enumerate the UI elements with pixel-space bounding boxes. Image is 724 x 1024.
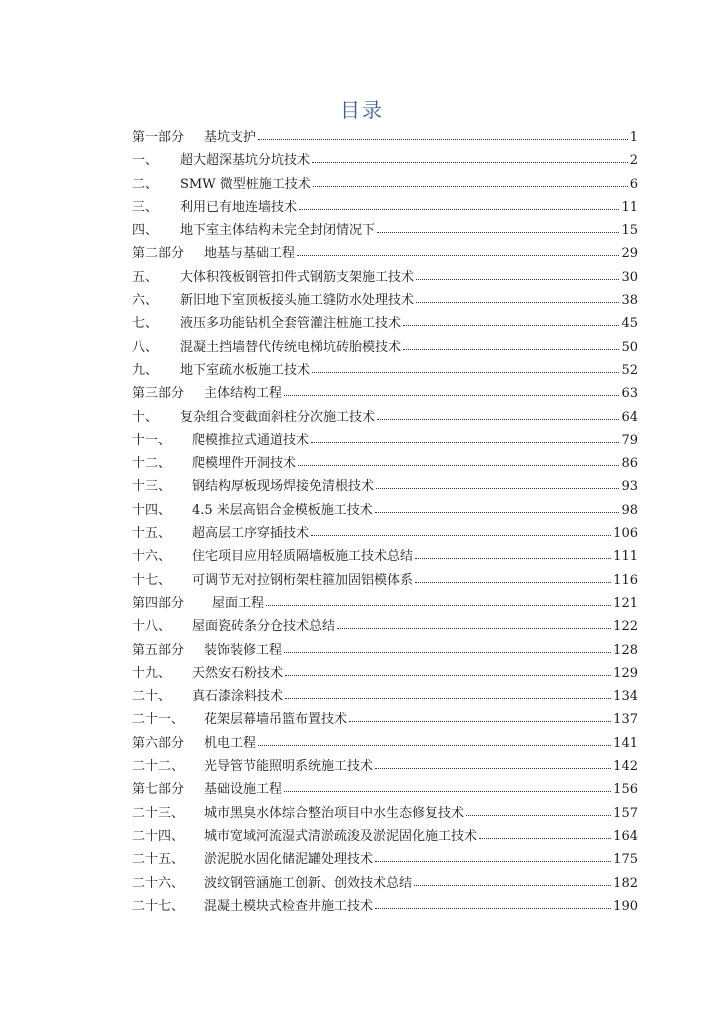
toc-entry-page-number: 2 xyxy=(629,153,638,169)
toc-entry-title: 基础设施工程 xyxy=(204,782,283,798)
toc-dot-leader xyxy=(415,548,611,560)
toc-entry-page-number: 38 xyxy=(621,293,638,309)
toc-entry[interactable] xyxy=(132,685,638,708)
toc-entry-number: 第四部分 xyxy=(132,595,185,611)
toc-entry[interactable] xyxy=(132,615,638,638)
toc-entry-number: 十八、 xyxy=(132,619,172,635)
toc-entry[interactable] xyxy=(132,196,638,219)
toc-dot-leader xyxy=(311,432,619,444)
toc-entry-title: 超大超深基坑分坑技术 xyxy=(180,153,311,169)
toc-entry[interactable] xyxy=(132,359,638,382)
toc-entry-number: 一、 xyxy=(132,153,159,169)
toc-entry-number: 十二、 xyxy=(132,456,172,472)
toc-dot-leader xyxy=(375,851,611,863)
toc-dot-leader xyxy=(375,898,611,910)
toc-entry[interactable] xyxy=(132,732,638,755)
toc-entry[interactable] xyxy=(132,848,638,871)
toc-entry-number: 十九、 xyxy=(132,665,172,681)
toc-entry-number: 七、 xyxy=(132,316,159,332)
toc-entry-page-number: 156 xyxy=(613,782,638,798)
toc-entry-title: 大体积筏板钢管扣件式钢筋支架施工技术 xyxy=(180,269,415,285)
toc-entry-number: 第三部分 xyxy=(132,386,185,402)
toc-entry-number: 二十、 xyxy=(132,689,172,705)
toc-entry-page-number: 45 xyxy=(621,316,638,332)
toc-entry-title: 屋面工程 xyxy=(212,595,265,611)
toc-entry-page-number: 15 xyxy=(621,223,638,239)
toc-entry[interactable] xyxy=(132,778,638,801)
toc-entry-title: 屋面瓷砖条分仓技术总结 xyxy=(192,619,336,635)
toc-entry-page-number: 63 xyxy=(621,386,638,402)
toc-entry-page-number: 98 xyxy=(621,502,638,518)
toc-dot-leader xyxy=(285,665,611,677)
toc-entry-number: 十四、 xyxy=(132,502,172,518)
toc-entry-page-number: 52 xyxy=(621,362,638,378)
toc-entry-title: 爬模推拉式通道技术 xyxy=(192,432,310,448)
toc-entry-number: 九、 xyxy=(132,362,159,378)
toc-entry-title: 城市黑臭水体综合整治项目中水生态修复技术 xyxy=(204,805,465,821)
toc-dot-leader xyxy=(416,269,619,281)
toc-entry[interactable] xyxy=(132,219,638,242)
toc-entry-number: 十五、 xyxy=(132,526,172,542)
toc-entry[interactable] xyxy=(132,639,638,662)
toc-entry-page-number: 134 xyxy=(613,689,638,705)
toc-entry-page-number: 190 xyxy=(613,898,638,914)
toc-entry[interactable] xyxy=(132,802,638,825)
toc-entry-title: 城市宽域河流湿式清淤疏浚及淤泥固化施工技术 xyxy=(204,828,478,844)
toc-entry-title: 超高层工序穿插技术 xyxy=(192,526,310,542)
toc-dot-leader xyxy=(414,875,611,887)
toc-entry-page-number: 50 xyxy=(621,339,638,355)
toc-entry[interactable] xyxy=(132,499,638,522)
toc-entry-number: 四、 xyxy=(132,223,159,239)
toc-entry-number: 二十三、 xyxy=(132,805,185,821)
toc-dot-leader xyxy=(416,292,619,304)
toc-dot-leader xyxy=(313,176,628,188)
toc-dot-leader xyxy=(349,711,611,723)
toc-dot-leader xyxy=(298,455,619,467)
toc-entry-number: 二十六、 xyxy=(132,875,185,891)
toc-entry-title: 可调节无对拉钢桁架柱箍加固铝模体系 xyxy=(192,572,414,588)
toc-entry-number: 二十二、 xyxy=(132,759,185,775)
toc-entry-title: 混凝土模块式检查井施工技术 xyxy=(204,898,374,914)
toc-entry-title: 利用已有地连墙技术 xyxy=(180,199,298,215)
toc-entry[interactable] xyxy=(132,872,638,895)
toc-entry-page-number: 106 xyxy=(613,526,638,542)
toc-entry-page-number: 121 xyxy=(613,595,638,611)
toc-entry-page-number: 93 xyxy=(621,479,638,495)
toc-entry-title: 地基与基础工程 xyxy=(204,246,296,262)
toc-dot-leader xyxy=(375,502,620,514)
toc-dot-leader xyxy=(377,222,619,234)
toc-entry[interactable] xyxy=(132,452,638,475)
toc-entry[interactable] xyxy=(132,662,638,685)
toc-dot-leader xyxy=(311,525,611,537)
toc-entry-page-number: 6 xyxy=(629,176,638,192)
toc-entry-number: 六、 xyxy=(132,293,159,309)
toc-entry[interactable] xyxy=(132,126,638,149)
toc-entry-title: SMW 微型桩施工技术 xyxy=(180,176,311,192)
toc-entry-title: 新旧地下室顶板接头施工缝防水处理技术 xyxy=(180,293,415,309)
toc-entry-page-number: 157 xyxy=(613,805,638,821)
toc-entry-title: 液压多功能钻机全套管灌注桩施工技术 xyxy=(180,316,402,332)
toc-entry[interactable] xyxy=(132,755,638,778)
toc-dot-leader xyxy=(266,595,611,607)
toc-entry-page-number: 128 xyxy=(613,642,638,658)
toc-entry-page-number: 64 xyxy=(621,409,638,425)
toc-dot-leader xyxy=(403,315,619,327)
toc-dot-leader xyxy=(284,781,611,793)
toc-entry[interactable] xyxy=(132,173,638,196)
toc-entry[interactable] xyxy=(132,545,638,568)
toc-entry[interactable] xyxy=(132,242,638,265)
toc-dot-leader xyxy=(479,828,611,840)
toc-entry-number: 十七、 xyxy=(132,572,172,588)
toc-entry[interactable] xyxy=(132,266,638,289)
toc-entry-number: 第五部分 xyxy=(132,642,185,658)
toc-dot-leader xyxy=(415,572,611,584)
toc-dot-leader xyxy=(284,385,619,397)
toc-dot-leader xyxy=(285,688,611,700)
toc-entry[interactable] xyxy=(132,406,638,429)
toc-dot-leader xyxy=(375,758,611,770)
toc-entry-page-number: 30 xyxy=(621,269,638,285)
toc-dot-leader xyxy=(376,478,619,490)
toc-entry-number: 三、 xyxy=(132,199,159,215)
toc-entry-title: 花架层幕墙吊篮布置技术 xyxy=(204,712,348,728)
page-title: 目录 xyxy=(340,98,384,122)
toc-dot-leader xyxy=(337,618,611,630)
toc-entry[interactable] xyxy=(132,569,638,592)
toc-entry-number: 第一部分 xyxy=(132,130,185,145)
toc-entry-title: 4.5 米层高铝合金模板施工技术 xyxy=(192,502,373,518)
toc-entry-number: 二十五、 xyxy=(132,852,185,868)
toc-entry-title: 光导管节能照明系统施工技术 xyxy=(204,759,374,775)
toc-entry-number: 十一、 xyxy=(132,432,172,448)
toc-entry-title: 地下室疏水板施工技术 xyxy=(180,362,311,378)
toc-entry-title: 装饰装修工程 xyxy=(204,642,283,658)
toc-entry-page-number: 111 xyxy=(613,549,638,565)
toc-entry[interactable] xyxy=(132,149,638,172)
toc-dot-leader xyxy=(299,199,619,211)
toc-entry-page-number: 137 xyxy=(613,712,638,728)
toc-entry-title: 地下室主体结构未完全封闭情况下 xyxy=(180,223,376,239)
toc-entry-title: 爬模埋件开洞技术 xyxy=(192,456,297,472)
toc-entry-number: 五、 xyxy=(132,269,159,285)
toc-entry[interactable] xyxy=(132,708,638,731)
toc-entry-page-number: 164 xyxy=(613,828,638,844)
toc-entry-number: 十三、 xyxy=(132,479,172,495)
toc-entry-number: 十、 xyxy=(132,409,159,425)
toc-dot-leader xyxy=(403,339,619,351)
toc-entry[interactable] xyxy=(132,336,638,359)
toc-entry-page-number: 86 xyxy=(621,456,638,472)
toc-dot-leader xyxy=(297,245,619,257)
toc-entry-number: 第六部分 xyxy=(132,735,185,751)
toc-entry-title: 机电工程 xyxy=(204,735,257,751)
toc-entry-page-number: 175 xyxy=(613,852,638,868)
toc-entry-title: 真石漆涂料技术 xyxy=(192,689,284,705)
toc-entry-number: 二十七、 xyxy=(132,898,185,914)
toc-entry[interactable] xyxy=(132,592,638,615)
toc-dot-leader xyxy=(284,642,611,654)
toc-entry-number: 第二部分 xyxy=(132,246,185,262)
toc-entry-title: 主体结构工程 xyxy=(204,386,283,402)
toc-entry-page-number: 79 xyxy=(621,432,638,448)
toc-dot-leader xyxy=(466,805,611,817)
toc-entry-page-number: 11 xyxy=(621,199,638,215)
toc-entry-title: 基坑支护 xyxy=(204,130,257,145)
toc-entry-page-number: 122 xyxy=(613,619,638,635)
toc-entry[interactable] xyxy=(132,429,638,452)
toc-entry-title: 天然安石粉技术 xyxy=(192,665,284,681)
toc-entry-number: 二十一、 xyxy=(132,712,185,728)
toc-entry-title: 混凝土挡墙替代传统电梯坑砖胎模技术 xyxy=(180,339,402,355)
toc-entry-page-number: 142 xyxy=(613,759,638,775)
toc-entry-page-number: 29 xyxy=(621,246,638,262)
toc-entry[interactable] xyxy=(132,475,638,498)
toc-entry-number: 八、 xyxy=(132,339,159,355)
toc-entry-number: 二十四、 xyxy=(132,828,185,844)
toc-dot-leader xyxy=(312,362,619,374)
toc-entry[interactable] xyxy=(132,895,638,918)
toc-entry-page-number: 141 xyxy=(613,735,638,751)
toc-entry-title: 波纹钢管涵施工创新、创效技术总结 xyxy=(204,875,413,891)
toc-entry-title: 住宅项目应用轻质隔墙板施工技术总结 xyxy=(192,549,414,565)
toc-dot-leader xyxy=(312,152,628,164)
toc-entry-page-number: 182 xyxy=(613,875,638,891)
toc-entry-page-number: 129 xyxy=(613,665,638,681)
toc-entry-number: 第七部分 xyxy=(132,782,185,798)
toc-entry[interactable] xyxy=(132,312,638,335)
toc-entry-number: 二、 xyxy=(132,176,159,192)
toc-entry-page-number: 116 xyxy=(613,572,638,588)
toc-entry-title: 复杂组合变截面斜柱分次施工技术 xyxy=(180,409,376,425)
toc-dot-leader xyxy=(258,735,611,747)
table-of-contents xyxy=(132,126,638,918)
toc-dot-leader xyxy=(258,129,628,141)
toc-dot-leader xyxy=(377,409,619,421)
toc-entry-title: 钢结构厚板现场焊接免清根技术 xyxy=(192,479,375,495)
toc-entry[interactable] xyxy=(132,522,638,545)
toc-entry[interactable] xyxy=(132,825,638,848)
toc-entry-number: 十六、 xyxy=(132,549,172,565)
toc-entry-page-number: 1 xyxy=(629,130,638,145)
toc-entry-title: 淤泥脱水固化储泥罐处理技术 xyxy=(204,852,374,868)
toc-entry[interactable] xyxy=(132,382,638,405)
toc-entry[interactable] xyxy=(132,289,638,312)
